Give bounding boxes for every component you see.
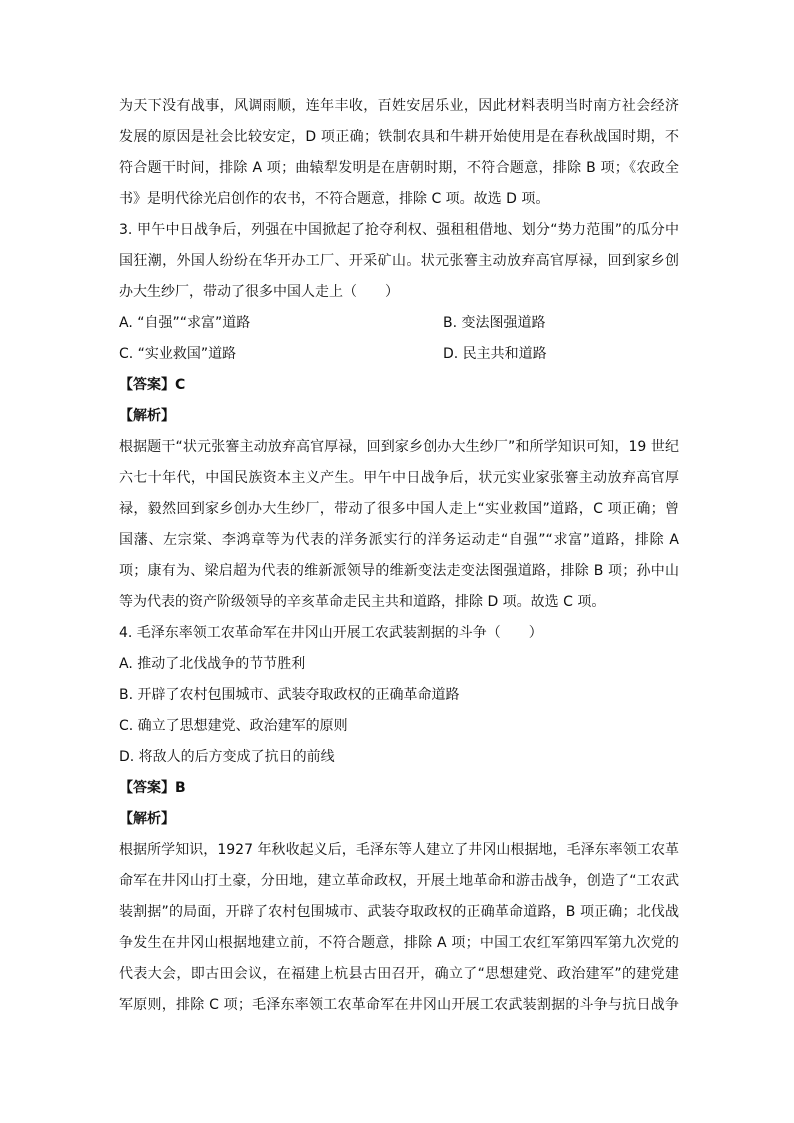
option-d: D. 将敌人的后方变成了抗日的前线	[119, 749, 335, 765]
question-stem-line: 办大生纱厂，带动了很多中国人走上（ ）	[119, 284, 399, 300]
text-line: 命军在井冈山打土豪，分田地，建立革命政权，开展土地革命和游击战争，创造了“工农武	[119, 873, 679, 889]
text-line: 六七十年代，中国民族资本主义产生。甲午中日战争后，状元实业家张謇主动放弃高官厚	[119, 470, 679, 486]
text-line: 根据题干“状元张謇主动放弃高官厚禄，回到家乡创办大生纱厂”和所学知识可知，19 世纪	[119, 439, 679, 455]
option-row	[119, 308, 679, 339]
option-row	[119, 339, 679, 370]
option-b: B. 开辟了农村包围城市、武装夺取政权的正确革命道路	[119, 687, 460, 703]
text-line: 发展的原因是社会比较安定，D 项正确；铁制农具和牛耕开始使用是在春秋战国时期，不	[119, 129, 679, 145]
text-line: 为天下没有战事，风调雨顺，连年丰收，百姓安居乐业，因此材料表明当时南方社会经济	[119, 98, 679, 114]
option-b: B. 变法图强道路	[443, 315, 546, 331]
question-stem-line: 4. 毛泽东率领工农革命军在井冈山开展工农武装割据的斗争（ ）	[119, 625, 543, 641]
analysis-heading: 【解析】	[119, 408, 175, 424]
option-d: D. 民主共和道路	[443, 346, 547, 362]
text-line: 国藩、左宗棠、李鸿章等为代表的洋务派实行的洋务运动走“自强”“求富”道路，排除 A	[119, 532, 679, 548]
option-c: C. 确立了思想建党、政治建军的原则	[119, 718, 348, 734]
option-a: A. 推动了北伐战争的节节胜利	[119, 656, 306, 672]
text-line: 争发生在井冈山根据地建立前，不符合题意，排除 A 项；中国工农红军第四军第九次党的	[119, 935, 679, 951]
question-3	[119, 215, 679, 618]
text-line: 军原则，排除 C 项；毛泽东率领工农革命军在井冈山开展工农武装割据的斗争与抗日战争	[119, 997, 679, 1013]
text-line: 符合题干时间，排除 A 项；曲辕犁发明是在唐朝时期，不符合题意，排除 B 项；《农政全	[119, 160, 679, 176]
text-line: 等为代表的资产阶级领导的辛亥革命走民主共和道路，排除 D 项。故选 C 项。	[119, 594, 606, 610]
text-line: 根据所学知识，1927 年秋收起义后，毛泽东等人建立了井冈山根据地，毛泽东率领工农革	[119, 842, 679, 858]
intro-paragraph	[119, 91, 679, 215]
answer-label: 【答案】B	[119, 780, 186, 796]
question-4	[119, 618, 679, 1021]
text-line: 代表大会，即古田会议，在福建上杭县古田召开，确立了“思想建党、政治建军”的建党建	[119, 966, 679, 982]
page-content	[119, 91, 679, 1021]
option-c: C. “实业救国”道路	[119, 346, 237, 362]
option-a: A. “自强”“求富”道路	[119, 315, 251, 331]
text-line: 项；康有为、梁启超为代表的维新派领导的维新变法走变法图强道路，排除 B 项；孙中山	[119, 563, 679, 579]
analysis-paragraph	[119, 432, 679, 618]
question-stem-line: 国狂潮，外国人纷纷在华开办工厂、开采矿山。状元张謇主动放弃高官厚禄，回到家乡创	[119, 253, 679, 269]
analysis-heading: 【解析】	[119, 811, 175, 827]
text-line: 装割据”的局面，开辟了农村包围城市、武装夺取政权的正确革命道路，B 项正确；北伐战	[119, 904, 679, 920]
analysis-paragraph	[119, 835, 679, 1021]
text-line: 书》是明代徐光启创作的农书，不符合题意，排除 C 项。故选 D 项。	[119, 191, 550, 207]
question-stem-line: 3. 甲午中日战争后，列强在中国掀起了抢夺利权、强租租借地、划分“势力范围”的瓜分中	[119, 222, 679, 238]
text-line: 禄，毅然回到家乡创办大生纱厂，带动了很多中国人走上“实业救国”道路，C 项正确；曾	[119, 501, 679, 517]
answer-label: 【答案】C	[119, 377, 186, 393]
